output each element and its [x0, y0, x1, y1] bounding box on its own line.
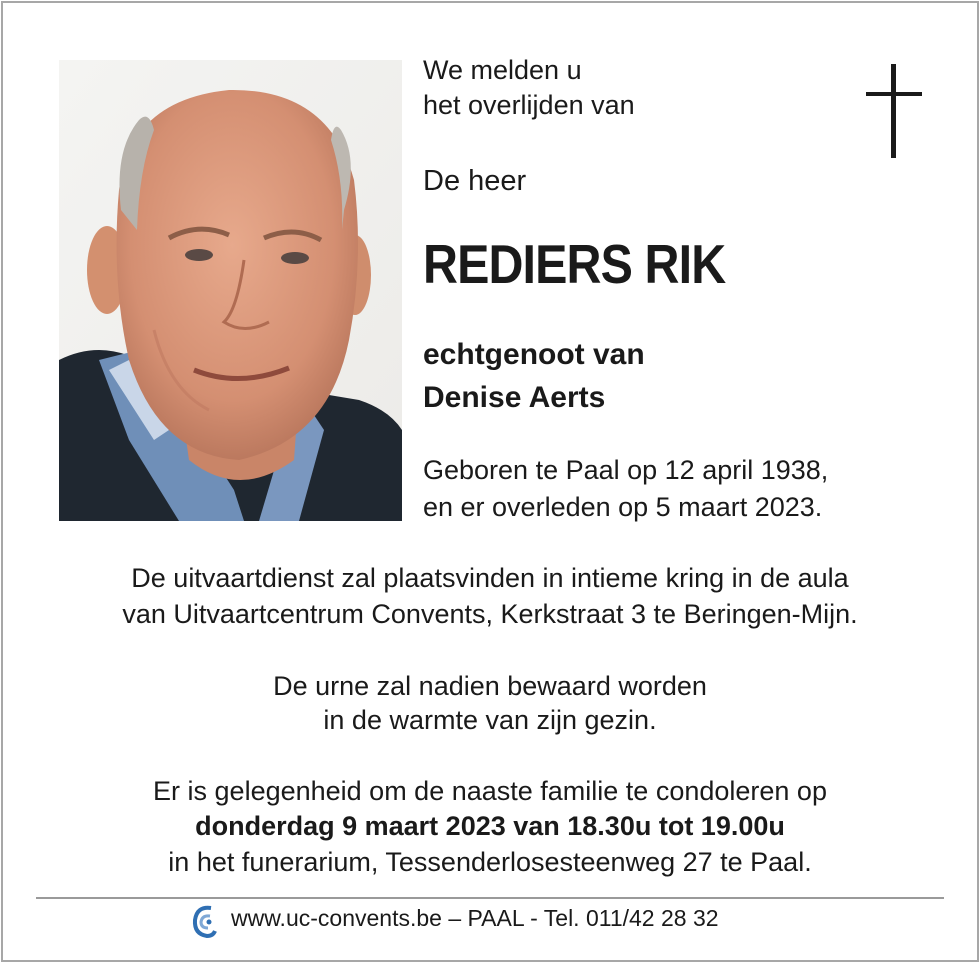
- portrait-photo: [59, 60, 402, 521]
- footer-divider: [36, 897, 944, 899]
- spouse-label: echtgenoot van: [423, 338, 645, 371]
- funeral-line-1: De uitvaartdienst zal plaatsvinden in intieme kring in de aula: [131, 563, 849, 593]
- funeral-line-2: van Uitvaartcentrum Convents, Kerkstraat 3 te Beringen-Mijn.: [122, 599, 858, 629]
- footer-contact: www.uc-convents.be – PAAL - Tel. 011/42 28 32: [231, 905, 719, 931]
- urn-line-1: De urne zal nadien bewaard worden: [273, 671, 707, 701]
- honorific: De heer: [423, 165, 527, 197]
- birth-info: Geboren te Paal op 12 april 1938,: [423, 455, 829, 485]
- convents-logo-icon: [191, 904, 217, 940]
- death-info: en er overleden op 5 maart 2023.: [423, 492, 823, 522]
- condolence-date: donderdag 9 maart 2023 van 18.30u tot 19.00u: [195, 811, 785, 841]
- spouse-name: Denise Aerts: [423, 381, 606, 414]
- intro-line-1: We melden u: [423, 55, 582, 85]
- deceased-name: REDIERS RIK: [423, 233, 726, 295]
- urn-line-2: in de warmte van zijn gezin.: [323, 705, 657, 735]
- condolence-line-1: Er is gelegenheid om de naaste familie te condoleren op: [153, 776, 827, 806]
- condolence-location: in het funerarium, Tessenderlosesteenweg 27 te Paal.: [168, 847, 812, 877]
- cross-icon: [866, 64, 922, 160]
- intro-line-2: het overlijden van: [423, 90, 635, 120]
